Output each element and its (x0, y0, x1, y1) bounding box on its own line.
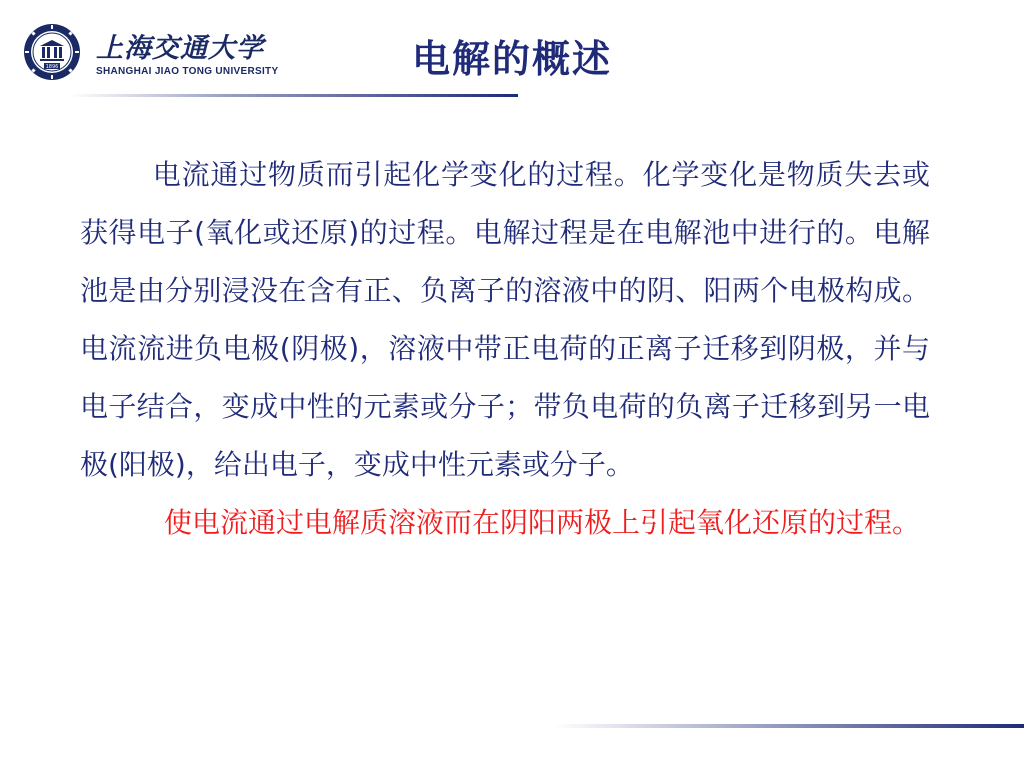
body-paragraph: 电流通过物质而引起化学变化的过程。化学变化是物质失去或获得电子(氧化或还原)的过程。电解过程是在电解池中进行的。电解池是由分别浸没在含有正、负离子的溶液中的阴、阳两个电极构成。电流流进负电极(阴极)，溶液中带正电荷的正离子迁移到阴极，并与电子结合，变成中性的元素或分子；带负电荷的负离子迁移到另一电极(阳极)，给出电子，变成中性元素或分子。 (80, 158, 930, 481)
slide-body (80, 146, 930, 552)
slide-title: 电解的概述 (411, 37, 612, 81)
highlight-paragraph: 使电流通过电解质溶液而在阴阳两极上引起氧化还原的过程。 (164, 506, 921, 539)
header-divider (70, 94, 518, 97)
seal-year-text: 1896 (45, 64, 59, 70)
footer-divider (554, 724, 1024, 728)
logo-english-name: SHANGHAI JIAO TONG UNIVERSITY (96, 66, 279, 77)
logo-chinese-name: 上海交通大学 (96, 33, 264, 64)
